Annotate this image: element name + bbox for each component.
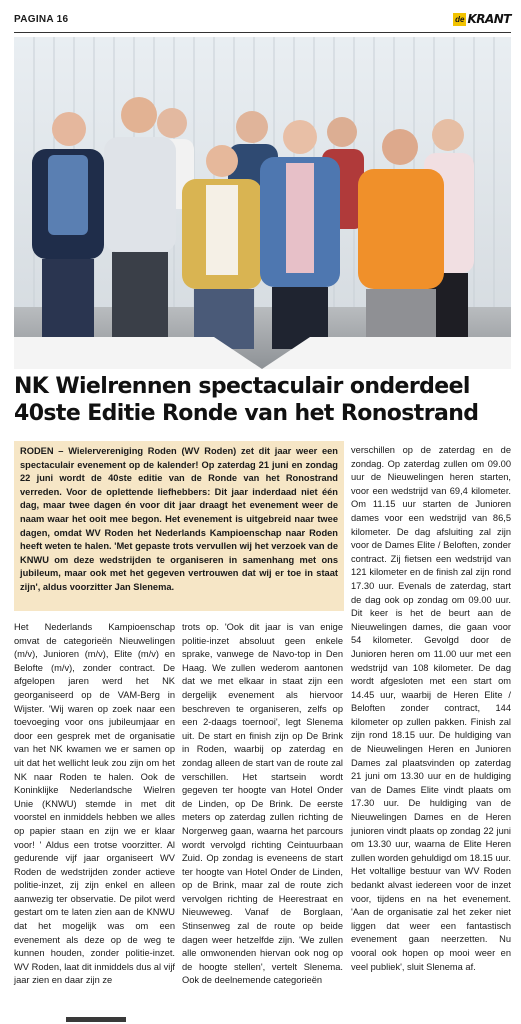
footer-mark — [66, 1017, 126, 1022]
article-headline — [14, 373, 511, 427]
headline-line-2: 40ste Editie Ronde van het Ronostrand — [14, 401, 479, 426]
page-header — [14, 12, 511, 32]
logo-prefix: de — [455, 14, 465, 24]
newspaper-logo — [453, 12, 511, 26]
intro-paragraph: RODEN – Wielervereniging Roden (WV Roden) zet dit jaar weer een spectaculair evenement op de kalender! Op zaterdag 21 juni en zondag 22 juni wordt de 40ste editie van de Ronde van het Ronostrand verreden. Voor de oplettende liefhebbers: Dit jaar inderdaad niet één dag, maar twee dagen én voor dit jaar draagt het evenement weer de naam waar het ooit mee begon. Het evenement is uitgebreid naar twee dagen, omdat WV Roden het Nederlands Kampioenschap naar Roden heeft weten te halen. 'Met gepaste trots vervullen wij het verzoek van de KNWU om deze wedstrijden te organiseren in samenhang met ons jubileum, maar ook met het gegeven vertrouwen dat wij er toe in staat zijn', aldus voorzitter Jan Slenema. — [20, 446, 338, 592]
logo-name: KRANT — [467, 12, 511, 26]
header-divider — [14, 32, 511, 33]
group-photo — [14, 37, 511, 369]
body-column-1: Het Nederlands Kampioenschap omvat de categorieën Nieuwelingen (m/v), Junioren (m/v), Elite (m/v) en Belofte (m/v), zonder contract. De afgelopen jaren werd het NK georganiseerd op de VAM-Berg in Wijster. 'Wij waren op zoek naar een toevoeging voor ons jubileumjaar en door een gesprek met de organisatie van het NK kwamen we er samen op uit dat het wellicht leuk zou zijn om het NK naar Roden te halen. Ook de Koninklijke Nederlandsche Wielren Unie (KNWU) stemde in met dit voorstel en inmiddels hebben we alles op papier staan en zijn we er klaar voor! ' Aldus een trotse voorzitter. Al gedurende vijf jaar organiseert WV Roden de wedstrijden zonder actieve politie-inzet, zij zijn enkel en alleen aanwezig ter observatie. De pilot werd gestart om te laten zien aan de KNWU dat het mogelijk was om een evenement als deze op de weg te kunnen houden, zonder politie-inzet. WV Roden, laat dit inmiddels dus al vijf jaar zien en daar zijn ze — [14, 622, 175, 986]
intro-box — [14, 441, 344, 611]
page-number-label: PAGINA 16 — [14, 14, 69, 25]
body-column-3: verschillen op de zaterdag en de zondag. Op zaterdag zullen om 09.00 uur de Nieuwelingen heren starten, voor een wedstrijd van 69,4 kilometer. Om 11.15 uur starten de Junioren dames voor een wedstrijd van 86,5 kilometer. De dag afsluiting zal zijn voor de Dames Elite / Beloften, zonder contract. Zij fietsen een wedstrijd van 121 kilometer en de finish zal zijn rond 17.30 uur. Evenals de zaterdag, start de dag ook op zondag om 09.00 uur. Dit keer is het de beurt aan de Nieuwelingen dames, die gaan voor 54 kilometer. Gevolgd door de Junioren heren om 11.00 uur met een wedstrijd van 108 kilometer. De dag wordt afgesloten met een start om 14.45 uur, waarbij de Heren Elite / Beloften zonder contract, 144 kilometer op zullen pakken. Finish zal zijn rond 18.15 uur. De huldiging van de Nieuwelingen Heren en Junioren Dames zal plaatsvinden op zaterdag 21 juni om 13.30 uur en de huldiging van de Dames Elite vindt plaats om 17.30 uur. De huldiging van de Nieuwelingen Dames en de Heren junioren vindt plaats op zondag 22 juni om 13.30 uur, waarna de Elite Heren zullen worden gehuldigd om 18.15 uur. Het voltallige bestuur van WV Roden bedankt alvast iedereen voor de inzet voor, tijdens en na het evenement. 'Aan de organisatie zal het zeker niet liggen dat weer een fantastisch evenement gaan neerzetten. Nu vooral ook hopen op mooi weer en veel publiek', sluit Slenema af. — [351, 445, 511, 972]
headline-line-1: NK Wielrennen spectaculair onderdeel — [14, 374, 470, 399]
group-photo-icon — [14, 37, 511, 369]
body-column-2: trots op. 'Ook dit jaar is van enige politie-inzet absoluut geen enkele sprake, vanwege de Navo-top in Den Haag. We zullen wederom aantonen dat we met elkaar in staat zijn een dergelijk evenement als hiervoor beschreven te organiseren, zelfs op een 2-daags toernooi', legt Slenema uit. De start en finish zijn op De Brink in Roden, waarbij op zaterdag en zondag alleen de start van de route zal verschillen. Het startsein wordt gegeven ter hoogte van Hotel Onder de Linden, op De Brink. De eerste meters op zaterdag zullen richting de Norgerweg gaan, waarna het parcours wordt vervolgd richting Ceintuurbaan Zuid. Op zondag is eveneens de start ter hoogte van Hotel Onder de Linden, op de Brink, maar zal de route zich vervolgen richting de Heerestraat en Nieuweweg. Vanaf de Borglaan, Stinsenweg zal de route op beide dagen weer hetzelfde zijn. 'We zullen alle omwonenden hiervan ook nog op de hoogte stellen', vertelt Slenema. Ook de deelnemende categorieën — [182, 622, 343, 986]
